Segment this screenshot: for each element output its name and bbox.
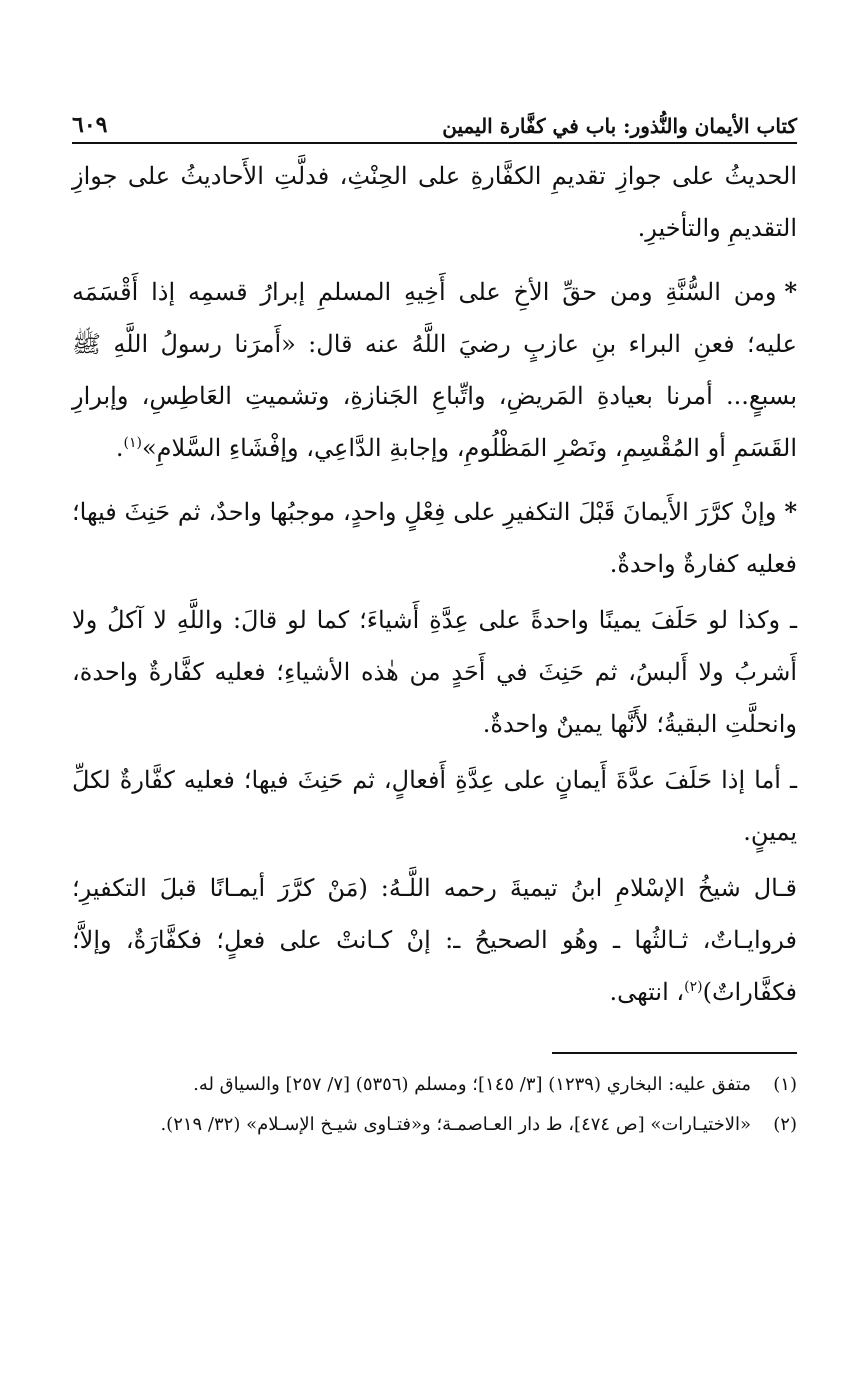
paragraph-text: ـ أما إذا حَلَفَ عدَّةَ أَيمانٍ على عِدَّةِ أَفعالٍ، ثم حَنِثَ فيها؛ فعليه كفَّارةٌ لكلِّ يمينٍ.: [72, 766, 797, 846]
asterisk-marker: *: [784, 277, 797, 306]
paragraph: [72, 486, 797, 590]
paragraph-tail: .: [115, 434, 124, 462]
footnotes: [72, 1066, 797, 1146]
page-header: [72, 100, 797, 144]
asterisk-marker: *: [784, 497, 797, 526]
footnote-text: «الاختيـارات» [ص ٤٧٤]، ط دار العـاصمـة؛ و«فتـاوى شيـخ الإسـلام» (٣٢/ ٢١٩).: [160, 1114, 751, 1135]
paragraph-text: وإنْ كرَّرَ الأَيمانَ قَبْلَ التكفيرِ على فِعْلٍ واحدٍ، موجبُها واحدٌ، ثم حَنِثَ فيها؛ فعليه كفارةٌ واحدةٌ.: [72, 498, 797, 578]
main-text: [72, 150, 797, 1022]
footnote-number: (٢): [773, 1114, 797, 1135]
paragraph-tail: ، انتهى.: [609, 978, 685, 1006]
footnote: [72, 1066, 797, 1104]
paragraph: [72, 150, 797, 254]
footnote-separator: [552, 1052, 797, 1054]
paragraph: [72, 594, 797, 750]
paragraph: [72, 266, 797, 474]
paragraph-text: قـال شيخُ الإسْلامِ ابنُ تيميةَ رحمه اللَّـهُ: (مَنْ كرَّرَ أيمـانًا قبلَ التكفيرِ؛ فروايـاتٌ، ثـالثُها ـ وهُو الصحيحُ ـ: إنْ كـانتْ على فعلٍ؛ فكفَّارَةٌ، وإلاَّ؛ فكفَّاراتٌ): [72, 874, 797, 1006]
page-number: ٦٠٩: [72, 112, 108, 138]
paragraph: [72, 862, 797, 1018]
paragraph-text: ـ وكذا لو حَلَفَ يمينًا واحدةً على عِدَّةِ أَشياءَ؛ كما لو قالَ: واللَّهِ لا آكلُ ولا أَشربُ ولا أَلبسُ، ثم حَنِثَ في أَحَدٍ من هٰذه الأشياءِ؛ فعليه كفَّارةٌ واحدة، وانحلَّتِ البقيةُ؛ لأَنَّها يمينٌ واحدةٌ.: [72, 606, 797, 738]
paragraph-text: ومن السُّنَّةِ ومن حقِّ الأخِ على أَخِيهِ المسلمِ إبرارُ قسمِه إذا أَقْسَمَه عليه؛ فعنِ البراء بنِ عازبٍ رضيَ اللَّهُ عنه قال: «أَمرَنا رسولُ اللَّهِ ﷺ بسبعٍ... أمرنا بعيادةِ المَريضِ، واتِّباعِ الجَنازةِ، وتشميتِ العَاطِسِ، وإبرارِ القَسَمِ أو المُقْسِمِ، ونَصْرِ المَظْلُومِ، وإجابةِ الدَّاعِي، وإفْشَاءِ السَّلامِ»: [72, 278, 797, 462]
footnote-text: متفق عليه: البخاري (١٢٣٩) [٣/ ١٤٥]؛ ومسلم (٥٣٥٦) [٧/ ٢٥٧] والسياق له.: [193, 1074, 751, 1095]
footnote-number: (١): [773, 1074, 797, 1095]
footnote: [72, 1106, 797, 1144]
running-title: كتاب الأيمان والنُّذور: باب في كفَّارة اليمين: [442, 114, 797, 138]
footnote-ref: (٢): [684, 979, 703, 995]
paragraph: [72, 754, 797, 858]
paragraph-text: الحديثُ على جوازِ تقديمِ الكفَّارةِ على الحِنْثِ، فدلَّتِ الأَحاديثُ على جوازِ التقديمِ والتأخيرِ.: [72, 162, 797, 242]
footnote-ref: (١): [123, 435, 142, 451]
